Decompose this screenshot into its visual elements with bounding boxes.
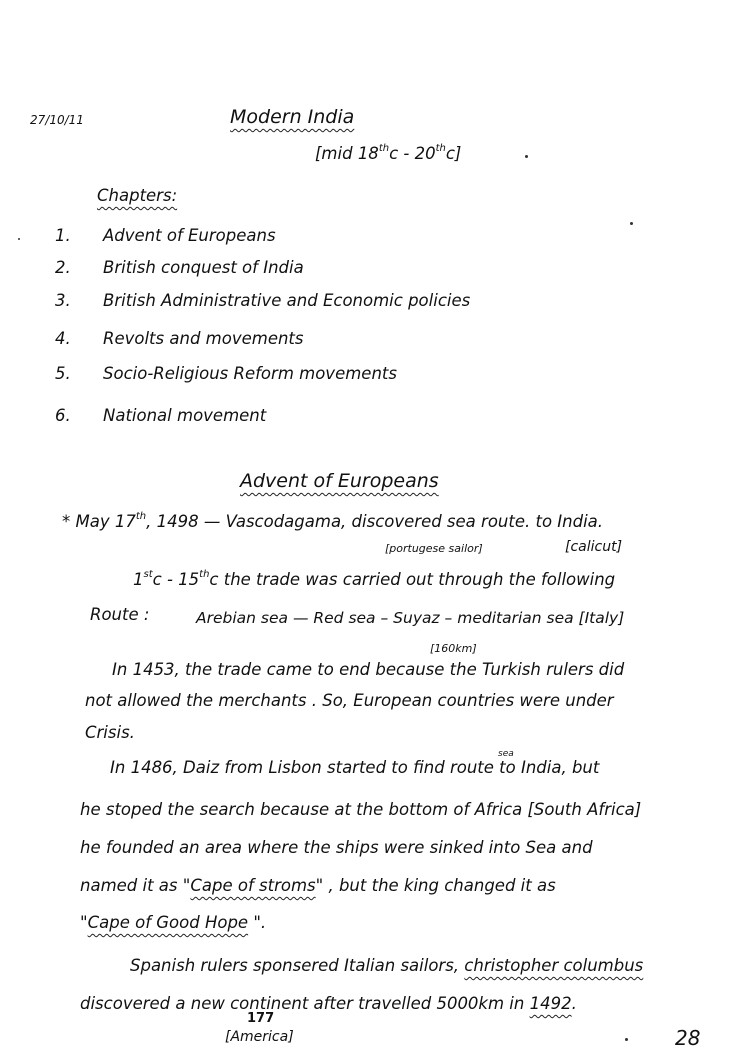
annotation: [America]	[225, 1029, 294, 1045]
chapter-num: 2.	[55, 258, 71, 277]
superscript: th	[435, 143, 446, 154]
text: Spanish rulers sponsered Italian sailors,	[130, 956, 465, 975]
text: named it as "	[80, 876, 191, 895]
note-line	[80, 915, 266, 932]
section-title: Advent of Europeans	[240, 470, 439, 492]
subtitle-text: c - 20	[389, 144, 436, 163]
note-line	[62, 511, 604, 531]
corner-mark: 28	[675, 1026, 701, 1050]
chapter-text: Socio-Religious Reform movements	[103, 364, 397, 383]
chapter-text: Advent of Europeans	[103, 226, 276, 245]
chapter-num: 1.	[55, 226, 71, 245]
chapter-num: 4.	[55, 329, 71, 348]
underlined-term: christopher columbus	[464, 956, 644, 975]
chapter-text: Revolts and movements	[103, 329, 304, 348]
text: discovered a new continent after travelled 5000km in	[80, 994, 530, 1013]
chapter-num: 6.	[55, 406, 71, 425]
chapter-item	[55, 258, 304, 277]
chapter-text: British Administrative and Economic policies	[103, 291, 471, 310]
annotation: [160km]	[430, 642, 477, 655]
note-line	[110, 760, 599, 777]
chapter-num: 5.	[55, 364, 71, 383]
annotation: sea	[498, 749, 514, 759]
subtitle	[315, 143, 462, 163]
text: c - 15	[152, 570, 200, 589]
note-line: he stoped the search because at the bottom of Africa [South Africa]	[80, 800, 642, 819]
chapter-num: 3.	[55, 291, 71, 310]
underlined-term: Cape of Good Hope	[87, 913, 249, 932]
text: route to India, but	[449, 758, 600, 777]
superscript: st	[143, 569, 153, 580]
speck	[625, 1038, 628, 1041]
chapter-text: British conquest of India	[103, 258, 304, 277]
chapters-heading: Chapters:	[97, 186, 178, 205]
text: " , but the king changed it as	[315, 876, 556, 895]
note-line: Crisis.	[85, 723, 135, 742]
superscript: th	[199, 569, 210, 580]
subtitle-text: c]	[445, 144, 462, 163]
speck	[18, 238, 20, 240]
text: 1	[133, 570, 144, 589]
chapter-item	[55, 364, 397, 383]
text: c the trade was carried out through the following	[209, 570, 616, 589]
note-line: he founded an area where the ships were sinked into Sea and	[80, 838, 593, 857]
note-line	[80, 996, 577, 1013]
text: * May 17	[62, 512, 136, 531]
route: Arebian sea — Red sea – Suyaz – meditarian sea [Italy]	[196, 609, 625, 627]
date: 27/10/11	[30, 113, 84, 127]
speck	[525, 155, 528, 158]
chapter-text: National movement	[103, 406, 267, 425]
note-line	[80, 878, 556, 895]
chapter-item	[55, 329, 304, 348]
text: "	[80, 913, 88, 932]
page-number: 177	[247, 1011, 275, 1026]
chapter-item	[55, 291, 471, 310]
note-line: In 1453, the trade came to end because the Turkish rulers did	[112, 660, 625, 679]
superscript: th	[135, 511, 147, 522]
text: , 1498 — Vascodagama, discovered sea route. to India.	[146, 512, 604, 531]
page-title: Modern India	[230, 106, 355, 128]
route-label: Route :	[90, 605, 150, 624]
text: In 1486, Daiz from Lisbon started to find	[110, 758, 445, 777]
text: ".	[248, 913, 267, 932]
annotation: [portugese sailor]	[385, 542, 483, 555]
note-line	[133, 569, 616, 589]
superscript: th	[378, 143, 390, 154]
chapter-item	[55, 406, 267, 425]
underlined-term: 1492	[529, 994, 572, 1013]
speck	[630, 222, 633, 225]
note-line: not allowed the merchants . So, European countries were under	[85, 691, 614, 710]
note-line	[130, 958, 643, 975]
chapter-item	[55, 226, 276, 245]
text: .	[571, 994, 577, 1013]
subtitle-text: [mid 18	[315, 144, 379, 163]
annotation: [calicut]	[565, 539, 623, 555]
underlined-term: Cape of stroms	[190, 876, 316, 895]
